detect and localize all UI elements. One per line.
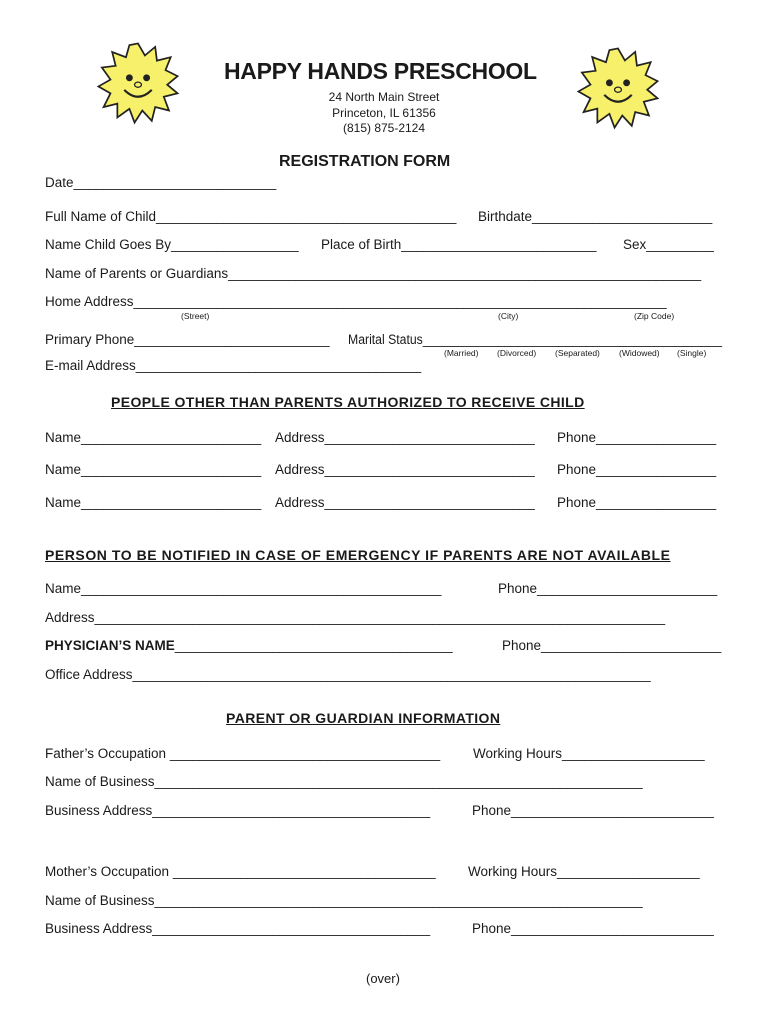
father-business-address-field[interactable]: Business Address_____________________________________ <box>45 803 431 818</box>
marital-divorced-hint: (Divorced) <box>497 348 537 358</box>
emergency-phone-field[interactable]: Phone________________________ <box>498 581 718 596</box>
authorized-name-2[interactable]: Name________________________ <box>45 462 262 477</box>
authorized-address-1[interactable]: Address____________________________ <box>275 430 535 445</box>
authorized-address-3[interactable]: Address____________________________ <box>275 495 535 510</box>
smiling-sun-icon-left <box>95 40 181 126</box>
physician-label: PHYSICIAN’S NAME <box>45 638 175 653</box>
primary-phone-field[interactable]: Primary Phone__________________________ <box>45 332 330 347</box>
marital-widowed-hint: (Widowed) <box>619 348 660 358</box>
father-business-name-field[interactable]: Name of Business_________________________________________________________________ <box>45 774 643 789</box>
over-note: (over) <box>366 971 400 986</box>
authorized-address-2[interactable]: Address____________________________ <box>275 462 535 477</box>
home-address-field[interactable]: Home Address_______________________________________________________________________ <box>45 294 667 309</box>
authorized-phone-2[interactable]: Phone________________ <box>557 462 717 477</box>
emergency-heading: PERSON TO BE NOTIFIED IN CASE OF EMERGENCY IF PARENTS ARE NOT AVAILABLE <box>45 547 671 563</box>
school-city-line: Princeton, IL 61356 <box>332 106 436 120</box>
parent-info-heading: PARENT OR GUARDIAN INFORMATION <box>226 710 501 726</box>
school-phone: (815) 875-2124 <box>342 121 426 135</box>
school-street: 24 North Main Street <box>328 90 440 104</box>
form-title: REGISTRATION FORM <box>279 153 451 170</box>
city-hint: (City) <box>498 311 519 321</box>
full-name-field[interactable]: Full Name of Child________________________________________ <box>45 209 457 224</box>
sex-field[interactable]: Sex_________ <box>623 237 714 252</box>
authorized-phone-1[interactable]: Phone________________ <box>557 430 717 445</box>
email-field[interactable]: E-mail Address______________________________________ <box>45 358 422 373</box>
street-hint: (Street) <box>181 311 210 321</box>
physician-name-field[interactable] <box>45 638 453 654</box>
date-field[interactable]: Date___________________________ <box>45 175 277 190</box>
mother-business-address-field[interactable]: Business Address_____________________________________ <box>45 921 431 936</box>
emergency-address-field[interactable]: Address____________________________________________________________________________ <box>45 610 666 625</box>
marital-married-hint: (Married) <box>444 348 479 358</box>
authorized-phone-3[interactable]: Phone________________ <box>557 495 717 510</box>
parents-names-field[interactable]: Name of Parents or Guardians_______________________________________________________________ <box>45 266 702 281</box>
name-goes-by-field[interactable]: Name Child Goes By_________________ <box>45 237 299 252</box>
emergency-name-field[interactable]: Name________________________________________________ <box>45 581 442 596</box>
mother-working-hours-field[interactable]: Working Hours___________________ <box>468 864 700 879</box>
father-working-hours-field[interactable]: Working Hours___________________ <box>473 746 705 761</box>
father-occupation-field[interactable]: Father’s Occupation ____________________________________ <box>45 746 441 761</box>
school-name: HAPPY HANDS PRESCHOOL <box>224 58 537 84</box>
father-phone-field[interactable]: Phone___________________________ <box>472 803 714 818</box>
marital-status-field[interactable]: Marital Status____________________________________________ <box>348 332 723 347</box>
marital-single-hint: (Single) <box>677 348 707 358</box>
mother-occupation-field[interactable]: Mother’s Occupation ___________________________________ <box>45 864 436 879</box>
authorized-heading: PEOPLE OTHER THAN PARENTS AUTHORIZED TO RECEIVE CHILD <box>111 394 585 410</box>
zip-code-hint: (Zip Code) <box>634 311 675 321</box>
authorized-name-1[interactable]: Name________________________ <box>45 430 262 445</box>
authorized-name-3[interactable]: Name________________________ <box>45 495 262 510</box>
birthdate-field[interactable]: Birthdate________________________ <box>478 209 713 224</box>
physician-line: _____________________________________ <box>174 638 453 653</box>
smiling-sun-icon-right <box>575 45 661 131</box>
office-address-field[interactable]: Office Address_____________________________________________________________________ <box>45 667 651 682</box>
place-of-birth-field[interactable]: Place of Birth__________________________ <box>321 237 597 252</box>
physician-phone-field[interactable]: Phone________________________ <box>502 638 722 653</box>
marital-separated-hint: (Separated) <box>555 348 600 358</box>
mother-business-name-field[interactable]: Name of Business_________________________________________________________________ <box>45 893 643 908</box>
mother-phone-field[interactable]: Phone___________________________ <box>472 921 714 936</box>
